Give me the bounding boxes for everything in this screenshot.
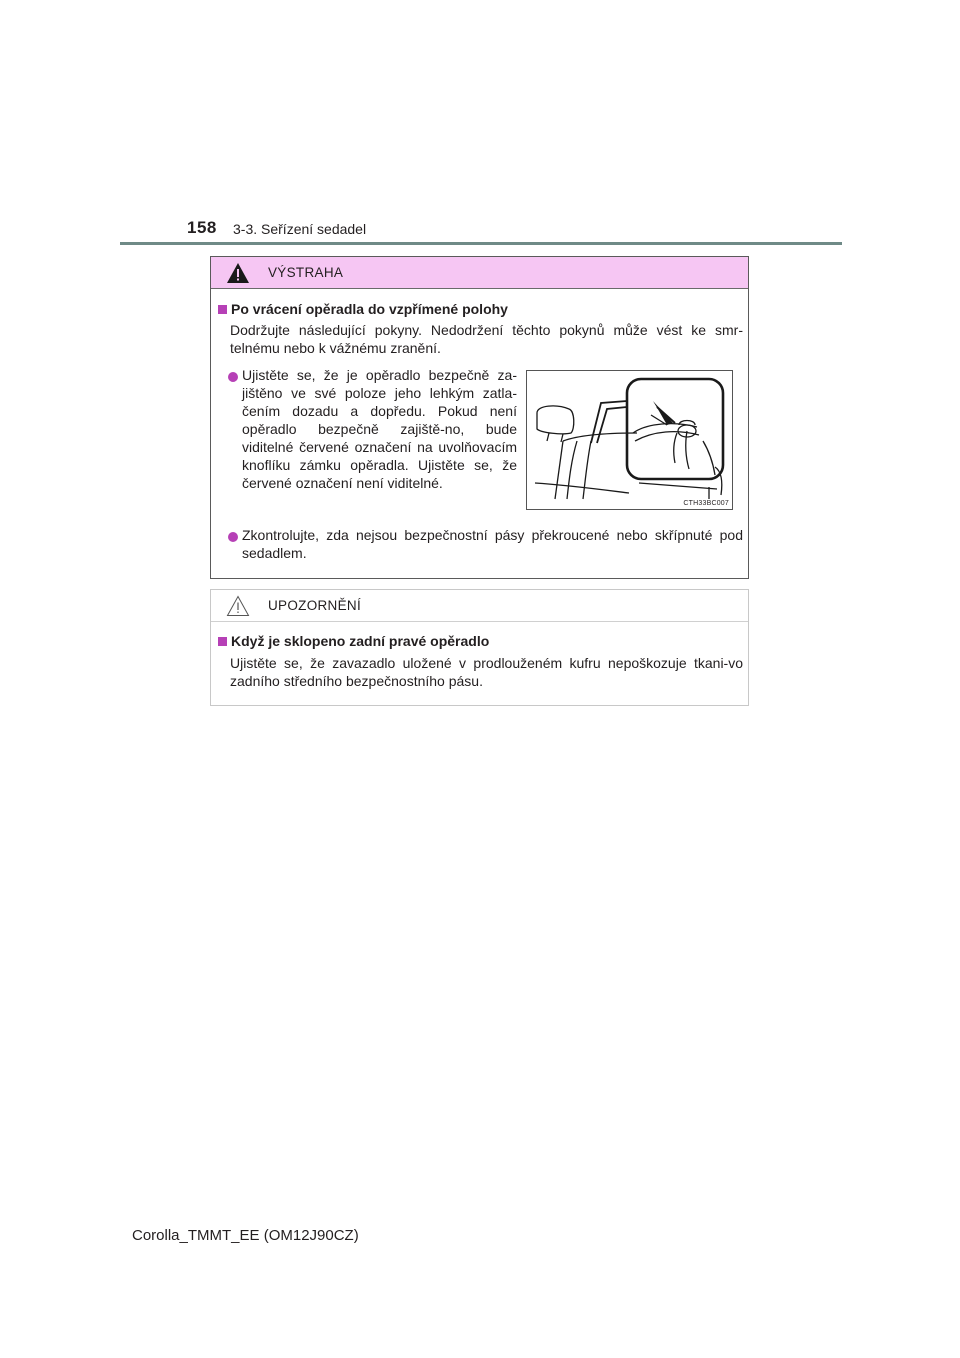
caution-text: Ujistěte se, že zavazadlo uložené v prodlouženém kufru nepoškozuje tkani-vo zadního středního bezpečnostního pásu.	[230, 655, 743, 689]
warning-triangle-filled-icon	[226, 262, 250, 284]
warning-heading	[218, 301, 508, 317]
warning-intro: Dodržujte následující pokyny. Nedodržení těchto pokynů může vést ke smr-telnému nebo k vážnému zranění.	[230, 322, 743, 356]
page-number: 158	[187, 218, 217, 237]
seat-lock-figure	[526, 370, 733, 510]
bullet-dot	[228, 532, 238, 542]
caution-heading-text: Když je sklopeno zadní pravé opěradlo	[231, 633, 490, 649]
caution-triangle-outline-icon	[226, 595, 250, 617]
caution-heading	[218, 633, 489, 649]
warning-heading-text: Po vrácení opěradla do vzpřímené polohy	[231, 301, 508, 317]
warning-bullet-2: Zkontrolujte, zda nejsou bezpečnostní pásy překroucené nebo skřípnuté pod sedadlem.	[242, 527, 743, 561]
warning-header	[211, 257, 748, 289]
caution-header	[211, 590, 748, 622]
footer-doc-id: Corolla_TMMT_EE (OM12J90CZ)	[132, 1227, 359, 1244]
warning-box	[210, 256, 749, 579]
caution-label: UPOZORNĚNÍ	[268, 598, 362, 613]
header-rule	[120, 242, 842, 245]
figure-code: CTH33BC007	[683, 500, 729, 507]
heading-square-bullet	[218, 305, 227, 314]
section-title: 3-3. Seřízení sedadel	[233, 221, 367, 237]
warning-bullet-1: Ujistěte se, že je opěradlo bezpečně za-jištěno ve své poloze jeho lehkým zatla-čením dozadu a dopředu. Pokud není opěradlo bezpečně zajiště-no, bude viditelné červené označení na uvolňovacím knoflíku zámku opěradla. Ujistěte se, že červené označení není viditelné.	[242, 367, 517, 491]
warning-label: VÝSTRAHA	[268, 265, 344, 280]
bullet-dot	[228, 372, 238, 382]
heading-square-bullet	[218, 637, 227, 646]
caution-box	[210, 589, 749, 706]
